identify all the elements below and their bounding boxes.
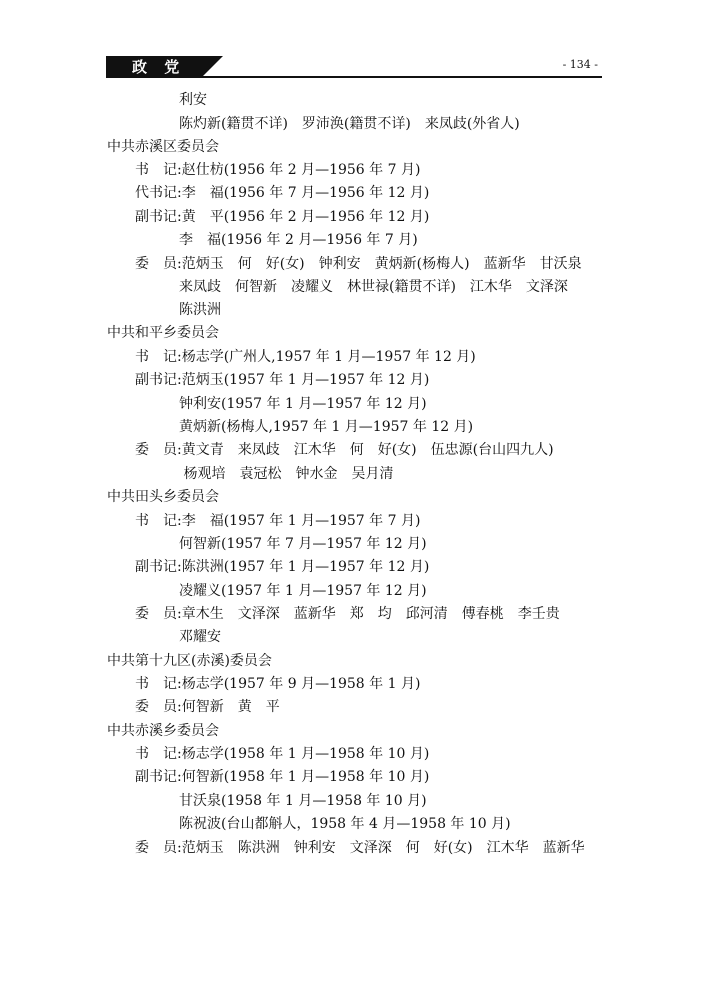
text-line: 陈灼新(籍贯不详) 罗沛涣(籍贯不详) 来凤歧(外省人) [179, 116, 520, 132]
header-rule [201, 76, 602, 78]
text-line: 杨观培 袁冠松 钟水金 吴月清 [179, 466, 394, 482]
text-line: 书 记:赵仕枋(1956 年 2 月—1956 年 7 月) [135, 162, 421, 178]
committee-heading: 中共田头乡委员会 [107, 489, 219, 505]
text-line: 邓耀安 [179, 629, 221, 645]
text-line: 利安 [179, 92, 207, 108]
text-line: 凌耀义(1957 年 1 月—1957 年 12 月) [179, 583, 427, 599]
committee-heading: 中共赤溪乡委员会 [107, 723, 219, 739]
text-line: 委 员:范炳玉 陈洪洲 钟利安 文泽深 何 好(女) 江木华 蓝新华 [135, 840, 585, 856]
page-header [106, 56, 602, 80]
text-line: 李 福(1956 年 2 月—1956 年 7 月) [179, 232, 418, 248]
text-line: 来凤歧 何智新 凌耀义 林世禄(籍贯不详) 江木华 文泽深 [179, 279, 568, 295]
text-line: 委 员:范炳玉 何 好(女) 钟利安 黄炳新(杨梅人) 蓝新华 甘沃泉 [135, 256, 582, 272]
page-number: - 134 - [562, 58, 598, 71]
text-line: 何智新(1957 年 7 月—1957 年 12 月) [179, 536, 427, 552]
text-line: 甘沃泉(1958 年 1 月—1958 年 10 月) [179, 793, 427, 809]
text-line: 钟利安(1957 年 1 月—1957 年 12 月) [179, 396, 427, 412]
section-title: 政 党 [106, 56, 201, 78]
committee-heading: 中共第十九区(赤溪)委员会 [107, 653, 272, 669]
text-line: 副书记:何智新(1958 年 1 月—1958 年 10 月) [135, 769, 430, 785]
text-line: 副书记:黄 平(1956 年 2 月—1956 年 12 月) [135, 209, 430, 225]
text-line: 书 记:杨志学(广州人,1957 年 1 月—1957 年 12 月) [135, 349, 476, 365]
committee-heading: 中共赤溪区委员会 [107, 139, 219, 155]
text-line: 黄炳新(杨梅人,1957 年 1 月—1957 年 12 月) [179, 419, 474, 435]
text-line: 陈祝波(台山都斛人，1958 年 4 月—1958 年 10 月) [179, 816, 511, 832]
text-line: 副书记:陈洪洲(1957 年 1 月—1957 年 12 月) [135, 559, 430, 575]
text-line: 陈洪洲 [179, 302, 221, 318]
text-line: 书 记:杨志学(1958 年 1 月—1958 年 10 月) [135, 746, 430, 762]
text-line: 委 员:章木生 文泽深 蓝新华 郑 均 邱河清 傅春桃 李壬贵 [135, 606, 560, 622]
committee-heading: 中共和平乡委员会 [107, 325, 219, 341]
text-line: 书 记:李 福(1957 年 1 月—1957 年 7 月) [135, 513, 421, 529]
text-line: 委 员:黄文青 来凤歧 江木华 何 好(女) 伍忠源(台山四九人) [135, 442, 554, 458]
text-line: 代书记:李 福(1956 年 7 月—1956 年 12 月) [135, 185, 430, 201]
text-line: 副书记:范炳玉(1957 年 1 月—1957 年 12 月) [135, 372, 430, 388]
text-line: 委 员:何智新 黄 平 [135, 699, 280, 715]
text-line: 书 记:杨志学(1957 年 9 月—1958 年 1 月) [135, 676, 421, 692]
